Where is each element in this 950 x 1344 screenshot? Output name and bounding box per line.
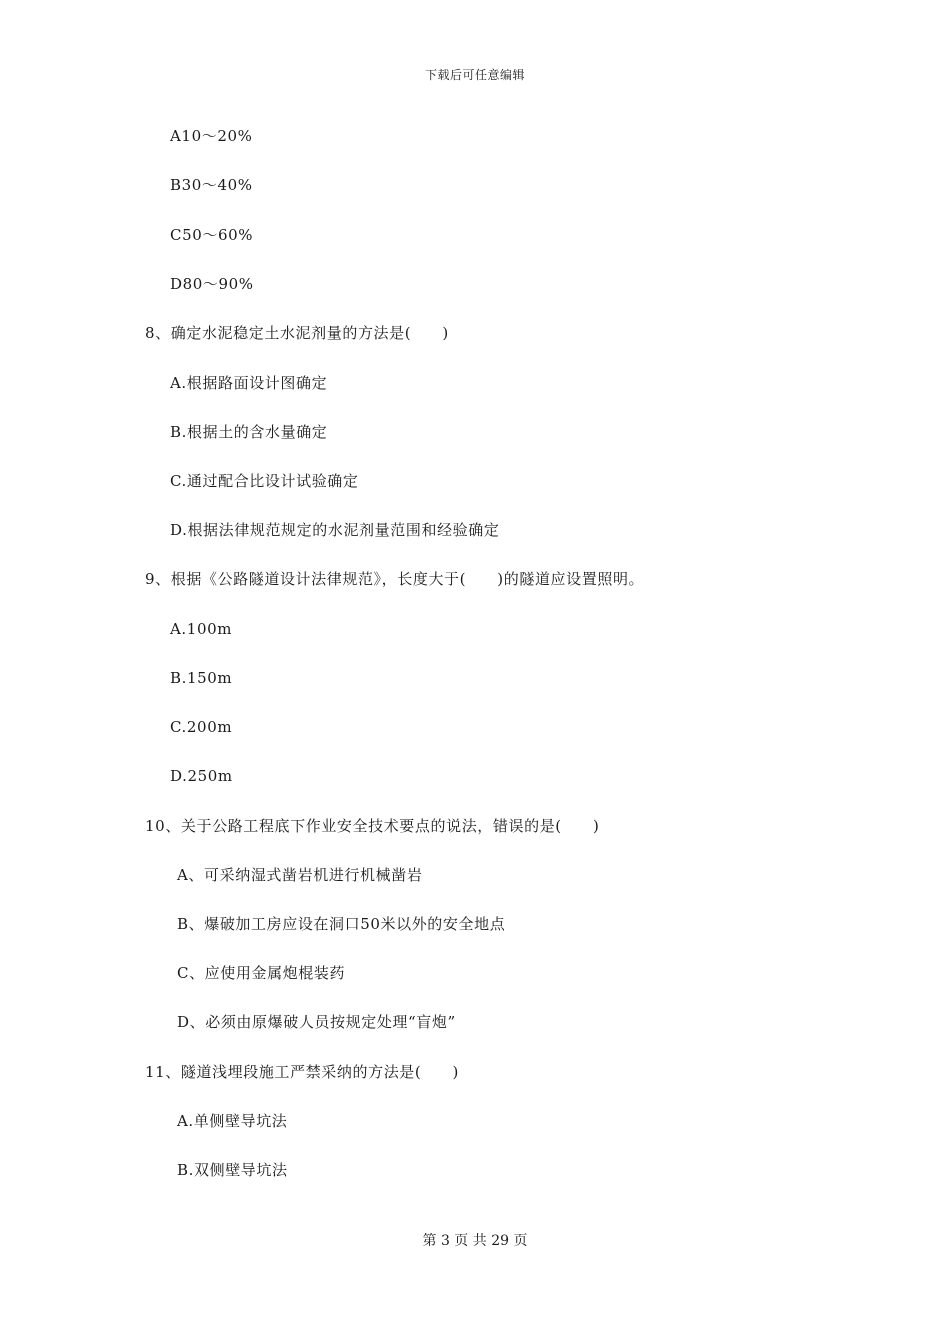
option-10d: D、必须由原爆破人员按规定处理“盲炮” (177, 1013, 456, 1031)
option-8a: A.根据路面设计图确定 (170, 374, 328, 392)
option-9b: B.150m (170, 669, 233, 687)
question-10: 10、关于公路工程底下作业安全技术要点的说法，错误的是( ) (145, 817, 600, 835)
option-7c: C50～60% (170, 226, 254, 244)
option-11b: B.双侧壁导坑法 (177, 1161, 288, 1179)
page-header: 下载后可任意编辑 (424, 68, 525, 82)
option-11a: A.单侧壁导坑法 (177, 1112, 288, 1130)
option-10b: B、爆破加工房应设在洞口50米以外的安全地点 (177, 915, 506, 933)
question-11: 11、隧道浅埋段施工严禁采纳的方法是( ) (145, 1063, 459, 1081)
option-8b: B.根据土的含水量确定 (170, 423, 328, 441)
option-9d: D.250m (170, 767, 233, 785)
page-footer: 第 3 页 共 29 页 (422, 1233, 528, 1249)
option-10c: C、应使用金属炮棍装药 (177, 964, 346, 982)
option-9a: A.100m (170, 620, 233, 638)
option-7b: B30～40% (170, 176, 253, 194)
option-9c: C.200m (170, 718, 233, 736)
option-10a: A、可采纳湿式凿岩机进行机械凿岩 (177, 866, 423, 884)
option-8c: C.通过配合比设计试验确定 (170, 472, 359, 490)
option-7d: D80～90% (170, 275, 254, 293)
question-9: 9、根据《公路隧道设计法律规范》，长度大于( )的隧道应设置照明。 (145, 570, 645, 588)
option-8d: D.根据法律规范规定的水泥剂量范围和经验确定 (170, 521, 500, 539)
question-8: 8、确定水泥稳定土水泥剂量的方法是( ) (145, 324, 449, 342)
option-7a: A10～20% (170, 127, 253, 145)
